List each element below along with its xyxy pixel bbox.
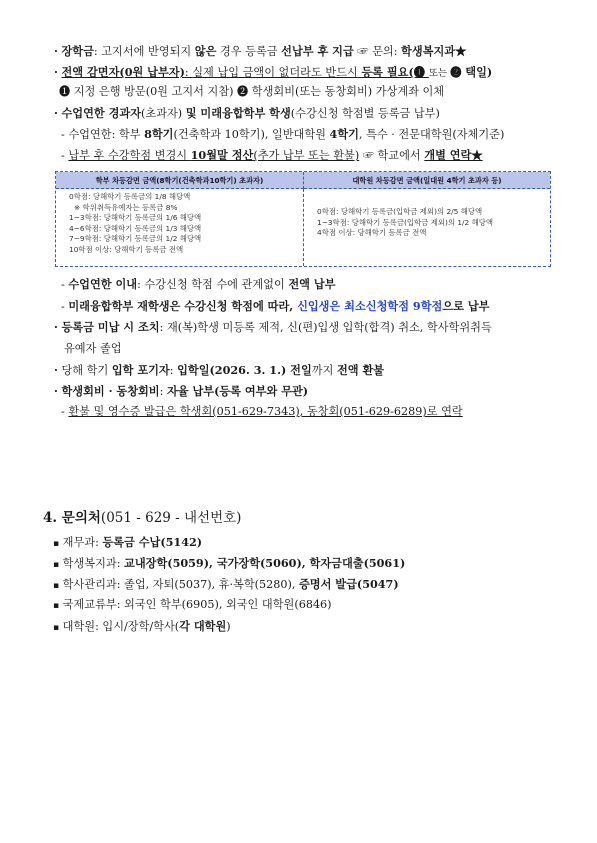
text: : bbox=[169, 364, 178, 377]
text: 당해 학기 bbox=[61, 364, 112, 377]
text: 실제 납입 금액이 없더라도 반드시 bbox=[192, 66, 358, 79]
within-period-line bbox=[61, 276, 335, 293]
text: (건축학과 10학기), 일반대학원 bbox=[173, 128, 330, 141]
text: 국제교류부: 외국인 학부(6905), 외국인 대학원(6846) bbox=[62, 598, 332, 611]
unpaid-measures-line bbox=[54, 319, 492, 336]
undergrad-header: 학부 차등감면 금액(8학기(건축학과10학기) 초과자) bbox=[56, 172, 304, 189]
text: 유예자 졸업 bbox=[64, 342, 122, 355]
table-row: 4~6학점: 당해학기 등록금의 1/3 해당액 bbox=[69, 223, 202, 233]
text: 대학원: 입시/장학/학사( bbox=[62, 620, 180, 633]
undergrad-cell bbox=[56, 189, 304, 266]
reduction-table bbox=[55, 171, 551, 267]
table-row: 1~3학점: 당해학기 등록금의 1/6 해당액 bbox=[69, 213, 202, 223]
payment-methods-line bbox=[59, 84, 444, 100]
graduate-header: 대학원 차등감면 금액(일대원 4학기 초과자 등) bbox=[304, 172, 550, 189]
admission-withdrawal-line bbox=[54, 362, 384, 379]
section-heading: 4. 문의처 bbox=[43, 510, 101, 526]
refund-contact-line bbox=[61, 404, 463, 420]
text: 학생복지과: bbox=[62, 557, 125, 570]
contact-dept: 학생복지과★ bbox=[401, 44, 467, 58]
text: : 수강신청 학점 수에 관계없이 bbox=[137, 278, 289, 291]
text: , 특수 · 전문대학원(자체기준) bbox=[358, 128, 505, 141]
text-bold: 입학 포기자 bbox=[111, 363, 170, 377]
text: 재무과: bbox=[62, 536, 103, 549]
text-bold: 등록금 미납 시 조치 bbox=[61, 320, 160, 334]
bullet: · bbox=[54, 363, 58, 377]
scholarship-line bbox=[54, 43, 466, 60]
table-row: 1~3학점: 당해학기 등록금(입학금 제외)의 1/2 해당액 bbox=[317, 217, 494, 227]
contact-item bbox=[53, 534, 202, 552]
table-row: 7~9학점: 당해학기 등록금의 1/2 해당액 bbox=[69, 234, 202, 244]
bullet: · bbox=[54, 44, 58, 58]
text-bold: 증명서 발급(5047) bbox=[298, 577, 399, 591]
text: ☞ 문의: bbox=[353, 45, 402, 58]
text-bold: 각 대학원 bbox=[179, 619, 227, 633]
text: - bbox=[61, 149, 69, 162]
payment-methods: ❶ 지정 은행 방문(0원 고지서 지참) ❷ 학생회비(또는 동창회비) 가상계좌 이체 bbox=[59, 85, 445, 98]
future-convergence-line bbox=[61, 298, 489, 315]
freshman-min-credits: 신입생은 최소신청학점 9학점 bbox=[297, 299, 443, 313]
text: : 재(복)학생 미등록 제적, 신(편)입생 입학(합격) 취소, 학사학위취득 bbox=[159, 321, 492, 334]
bullet: ▪ bbox=[53, 623, 60, 633]
contact-item bbox=[53, 618, 231, 636]
text: (초과자) bbox=[141, 107, 186, 120]
text: - 수업연한: 학부 bbox=[61, 128, 145, 141]
text: 또는 bbox=[428, 68, 451, 79]
text-bold: 10월말 정산 bbox=[190, 148, 254, 162]
bullet: · bbox=[54, 106, 58, 120]
text-bold: 수업연한 경과자 bbox=[61, 106, 142, 120]
bullet: · bbox=[54, 320, 58, 334]
text-bold: 택일) bbox=[465, 65, 493, 79]
text-bold: 선납부 후 지급 bbox=[281, 44, 354, 58]
contact-item bbox=[53, 555, 405, 573]
contact-item bbox=[53, 576, 399, 594]
text-bold: 학생회비 · 동창회비 bbox=[61, 384, 160, 398]
table-row: 0학점: 당해학기 등록금의 1/8 해당액 bbox=[69, 192, 191, 201]
unpaid-measures-cont bbox=[64, 341, 122, 357]
exceeded-students-line bbox=[54, 105, 440, 122]
text: 경우 등록금 bbox=[216, 45, 282, 58]
text-bold: 입학일(2026. 3. 1.) 전일 bbox=[177, 363, 312, 377]
text: : bbox=[184, 66, 193, 79]
bullet: ▪ bbox=[53, 601, 60, 611]
text-bold: 8학기 bbox=[144, 127, 174, 141]
text-bold: 자율 납부(등록 여부와 무관) bbox=[166, 384, 309, 398]
text-bold: 않은 bbox=[194, 44, 217, 58]
full-exemption-line bbox=[54, 64, 492, 82]
bullet: ▪ bbox=[53, 581, 60, 591]
exemption-label: 전액 감면자(0원 납부자) bbox=[61, 65, 185, 79]
text-bold: 미래융합학부 재학생은 수강신청 학점에 따라, bbox=[68, 299, 298, 313]
text-bold: 전액 환불 bbox=[336, 363, 385, 377]
bullet: ▪ bbox=[53, 539, 60, 549]
text-bold: 으로 납부 bbox=[442, 299, 490, 313]
table-row: 0학점: 당해학기 등록금(입학금 제외)의 2/5 해당액 bbox=[317, 207, 483, 216]
graduate-cell bbox=[304, 189, 550, 266]
text: ) bbox=[226, 620, 231, 633]
text: : 고지서에 반영되지 bbox=[93, 45, 195, 58]
text-bold: 수업연한 이내 bbox=[68, 277, 138, 291]
text: - bbox=[61, 300, 69, 313]
study-period-line bbox=[61, 126, 504, 143]
table-row: 4학점 이상: 당해학기 등록금 전액 bbox=[317, 228, 427, 238]
text: ☞ 학교에서 bbox=[359, 149, 425, 162]
section-heading-rest: (051 - 629 - 내선번호) bbox=[100, 510, 242, 526]
text: (수강신청 학점별 등록금 납부) bbox=[290, 107, 440, 120]
text: - bbox=[61, 405, 69, 418]
text-bold: 4학기 bbox=[329, 127, 359, 141]
scholarship-label: 장학금 bbox=[61, 44, 94, 58]
text-bold: 등록 필요(❶ bbox=[361, 65, 429, 79]
student-fee-line bbox=[54, 383, 308, 400]
text-bold: 및 미래융합학부 학생 bbox=[185, 106, 291, 120]
text-bold: 전액 납부 bbox=[288, 277, 336, 291]
text-bold: 교내장학(5059), 국가장학(5060), 학자금대출(5061) bbox=[124, 556, 406, 570]
bullet: ▪ bbox=[53, 560, 60, 570]
text: (추가 납부 또는 환불) bbox=[253, 149, 360, 162]
settlement-line bbox=[61, 147, 483, 164]
text: - bbox=[61, 278, 69, 291]
section-title bbox=[43, 509, 241, 527]
text: : bbox=[159, 385, 167, 398]
text-bold: 개별 연락★ bbox=[424, 148, 483, 162]
text: 학사관리과: 졸업, 자퇴(5037), 휴·복학(5280), bbox=[62, 578, 299, 591]
text-bold: 등록금 수납(5142) bbox=[102, 535, 203, 549]
contact-item bbox=[53, 597, 332, 614]
table-row: 10학점 이상: 당해학기 등록금 전액 bbox=[69, 244, 184, 254]
bullet: · bbox=[54, 65, 58, 79]
text: 환불 및 영수증 발급은 학생회(051-629-7343), 동창회(051-629-6289)로 연락 bbox=[68, 405, 463, 418]
text: 납부 후 수강학점 변경시 bbox=[68, 149, 191, 162]
bullet: · bbox=[54, 384, 58, 398]
text: 까지 bbox=[311, 364, 337, 377]
table-row: ※ 학위취득유예자는 등록금 8% bbox=[74, 202, 178, 212]
text-bold: ❷ bbox=[450, 65, 466, 79]
